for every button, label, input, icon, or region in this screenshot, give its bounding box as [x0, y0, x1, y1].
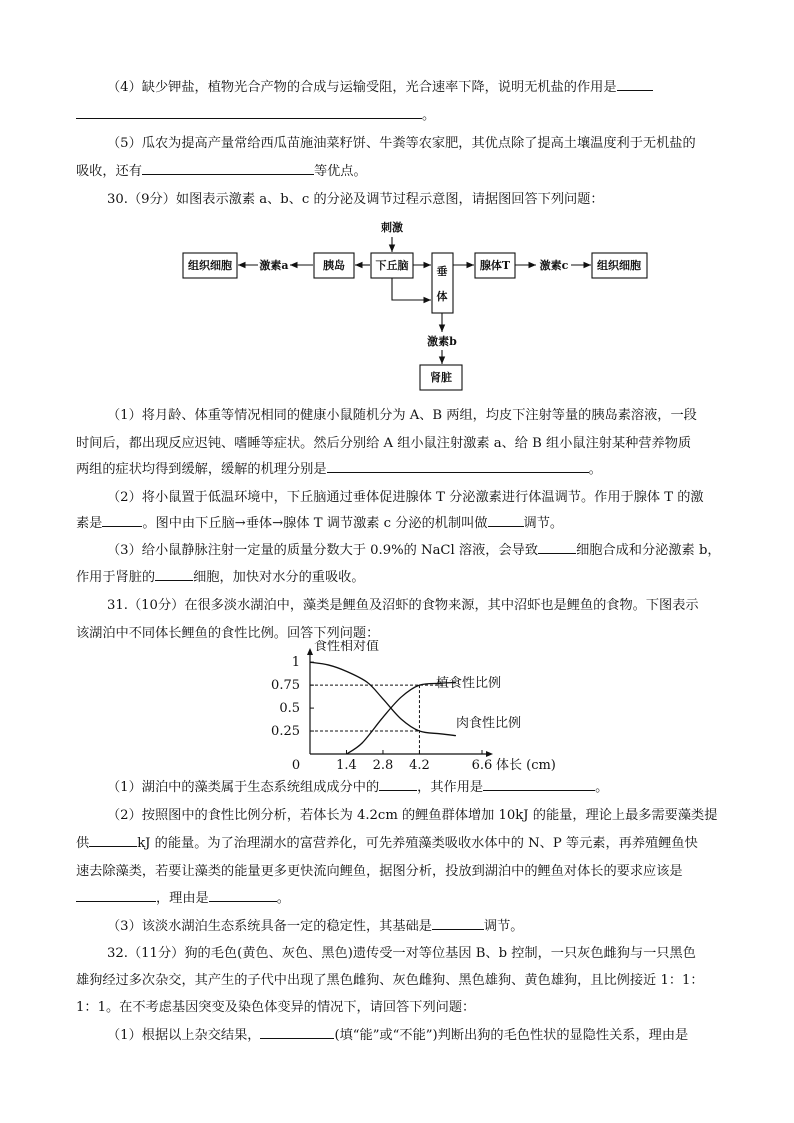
x-axis-title: 体长 (cm)	[496, 758, 556, 772]
q30-part2-line1: （2）将小鼠置于低温环境中，下丘脑通过垂体促进腺体 T 分泌激素进行体温调节。作用于腺体 T 的激	[107, 490, 704, 505]
x-tick-label: 2.8	[372, 758, 394, 772]
y-tick-label: 0.5	[279, 701, 300, 717]
diet-ratio-chart	[260, 640, 560, 772]
q30-part2-text-a: 素是	[76, 516, 103, 531]
q30-part1-line3	[76, 455, 726, 484]
answer-blank	[379, 775, 417, 791]
q30-part3-text-c: 作用于肾脏的	[76, 570, 156, 585]
tissue-cell-left-label: 组织细胞	[188, 259, 232, 272]
x-tick-label: 6.6	[471, 758, 493, 772]
q31-part2-line4	[76, 884, 726, 913]
q30-part1-text-a: 两组的症状均得到缓解，缓解的机理分别是	[76, 462, 327, 477]
pituitary-box	[432, 253, 453, 313]
q31-part1-text-c: 。	[595, 780, 609, 795]
pituitary-label-1: 垂	[436, 265, 448, 278]
q32-line3: 1：1。在不考虑基因突变及染色体变异的情况下，请回答下列问题：	[76, 1000, 476, 1015]
x-tick-label: 1.4	[336, 758, 357, 772]
hormone-c-label: 激素c	[539, 259, 569, 272]
q31-part2-line1: （2）按照图中的食性比例分析，若体长为 4.2cm 的鲤鱼群体增加 10kJ 的能量，理论上最多需要藻类提	[107, 808, 718, 823]
gland-t-label: 腺体T	[479, 259, 511, 272]
hormone-b-label: 激素b	[427, 335, 457, 348]
q30-heading: 30.（9分）如图表示激素 a、b、c 的分泌及调节过程示意图，请据图回答下列问题：	[107, 192, 604, 207]
q30-part3-text-a: （3）给小鼠静脉注射一定量的质量分数大于 0.9%的 NaCl 溶液，会导致	[107, 543, 539, 558]
tissue-cell-right-label: 组织细胞	[597, 259, 641, 272]
x-axis-arrowhead	[486, 751, 493, 757]
q31-part3	[107, 912, 757, 941]
q31-part1	[107, 773, 757, 802]
y-axis-arrowhead	[307, 648, 313, 655]
answer-blank	[327, 457, 589, 473]
answer-blank	[432, 914, 484, 930]
q30-part2-text-b: 。图中由下丘脑→垂体→腺体 T 调节激素 c 分泌的机制叫做	[142, 516, 488, 531]
q31-heading-line1: 31.（10分）在很多淡水湖泊中，藻类是鲤鱼及沼虾的食物来源，其中沼虾也是鲤鱼的食物。下图表示	[107, 598, 699, 613]
answer-blank	[102, 511, 142, 527]
y-axis-title: 食性相对值	[314, 640, 380, 654]
y-tick-label: 0.75	[271, 678, 300, 694]
q30-part2-text-c: 调节。	[523, 516, 564, 531]
carnivory-ratio-label: 肉食性比例	[456, 716, 522, 731]
q29-part5-line1: （5）瓜农为提高产量常给西瓜苗施油菜籽饼、牛粪等农家肥，其优点除了提高土壤温度利于无机盐的	[107, 136, 696, 151]
kidney-label: 肾脏	[430, 371, 452, 384]
q30-part3-text-d: 细胞，加快对水分的重吸收。	[193, 570, 365, 585]
q29-part4-end: 。	[422, 108, 436, 123]
hormone-a-label: 激素a	[259, 259, 289, 272]
answer-blank	[483, 775, 595, 791]
q31-part2-text-c: ，理由是	[156, 891, 209, 906]
q31-part1-text-b: ，其作用是	[417, 780, 484, 795]
hormone-regulation-diagram	[0, 0, 794, 400]
answer-blank	[209, 886, 277, 902]
q29-part5-text-a: 吸收，还有	[76, 164, 142, 179]
x-tick-label: 4.2	[409, 758, 430, 772]
hypothalamus-label: 下丘脑	[375, 259, 409, 272]
hypothalamus-to-pituitary-arrow-2	[392, 278, 431, 300]
q32-part1-text-b: (填“能”或“不能”)判断出狗的毛色性状的显隐性关系，理由是	[334, 1028, 689, 1043]
q31-part1-text-a: （1）湖泊中的藻类属于生态系统组成成分中的	[107, 780, 380, 795]
answer-blank	[260, 1023, 334, 1039]
q32-line2: 雄狗经过多次杂交，其产生的子代中出现了黑色雌狗、灰色雌狗、黑色雄狗、黄色雄狗，且比例接近 1：1：	[76, 973, 704, 988]
q31-part2-text-b: kJ 的能量。为了治理湖水的富营养化，可先养殖藻类吸收水体中的 N、P 等元素，再养殖鲤鱼快	[137, 836, 698, 851]
y-tick-label: 1	[291, 655, 300, 671]
answer-blank	[488, 511, 524, 527]
q31-heading-line2: 该湖泊中不同体长鲤鱼的食性比例。回答下列问题：	[76, 626, 380, 641]
q30-part1-text-b: 。	[588, 462, 602, 477]
q32-part1-text-a: （1）根据以上杂交结果，	[107, 1028, 261, 1043]
herbivory-ratio-line	[346, 682, 455, 754]
q32-line1: 32.（11分）狗的毛色(黄色、灰色、黑色)遗传受一对等位基因 B、b 控制，一只灰色雌狗与一只黑色	[107, 946, 696, 961]
answer-blank	[76, 886, 156, 902]
q31-part2-text-d: 。	[276, 891, 290, 906]
pituitary-label-2: 体	[436, 290, 448, 303]
answer-blank	[89, 831, 137, 847]
q31-part3-text-b: 调节。	[483, 919, 524, 934]
q29-part4-text: （4）缺少钾盐，植物光合产物的合成与运输受阻，光合速率下降，说明无机盐的作用是	[107, 80, 617, 95]
q30-part3-line1	[107, 536, 757, 565]
q31-part2-line3: 速去除藻类，若要让藻类的能量更多更快流向鲤鱼，据图分析，投放到湖泊中的鲤鱼对体长的要求应该是	[76, 864, 683, 879]
stimulus-label: 刺激	[381, 221, 403, 234]
y-tick-label: 0.25	[271, 724, 300, 740]
answer-blank	[155, 565, 193, 581]
q30-part1-line2: 时间后，都出现反应迟钝、嗜睡等症状。然后分别给 A 组小鼠注射激素 a、给 B 组小鼠注射某种营养物质	[76, 436, 692, 451]
q30-part2-line2	[76, 509, 726, 538]
q31-part3-text-a: （3）该淡水湖泊生态系统具备一定的稳定性，其基础是	[107, 919, 432, 934]
carnivory-ratio-line	[310, 662, 456, 735]
q29-part5-text-b: 等优点。	[313, 164, 367, 179]
answer-blank	[538, 538, 576, 554]
q31-part2-line2	[76, 829, 726, 858]
herbivory-ratio-label: 植食性比例	[436, 676, 502, 691]
q30-part3-text-b: 细胞合成和分泌激素 b，	[576, 543, 721, 558]
origin-label: 0	[291, 758, 301, 772]
q31-part2-text-a: 供	[76, 836, 90, 851]
pancreas-label: 胰岛	[323, 259, 345, 272]
q32-part1	[107, 1021, 757, 1050]
q30-part3-line2	[76, 563, 726, 592]
q30-part1-line1: （1）将月龄、体重等情况相同的健康小鼠随机分为 A、B 两组，均皮下注射等量的胰岛素溶液，一段	[107, 408, 697, 423]
